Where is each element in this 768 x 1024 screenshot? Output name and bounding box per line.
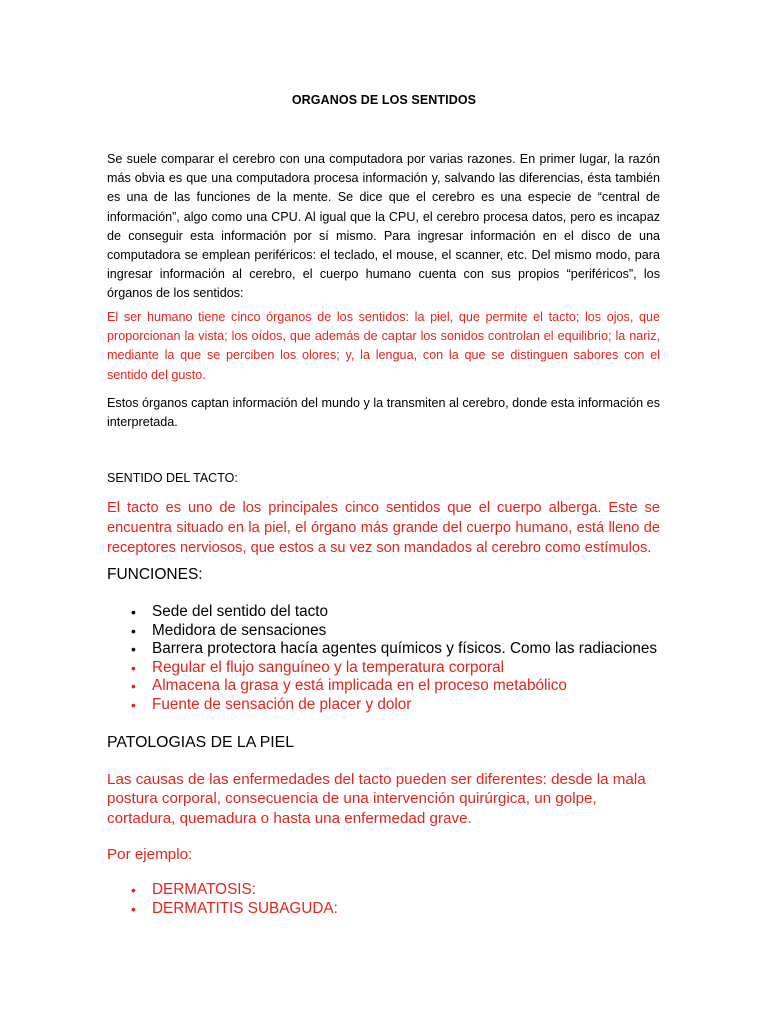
list-item <box>107 881 338 900</box>
document-title: ORGANOS DE LOS SENTIDOS <box>291 93 477 107</box>
senses-paragraph: El ser humano tiene cinco órganos de los sentidos: la piel, que permite el tacto; los ojos, que proporcionan la vista; los oídos, que además de captar los sonidos controlan el equilibrio; la nariz, mediante la que se perciben los olores; y, la lengua, con la que se distinguen sabores con el sentido del gusto. <box>107 310 660 382</box>
list-item <box>107 622 657 641</box>
bullet-dot-icon: • <box>131 604 136 620</box>
bullet-dot-icon: • <box>131 678 136 695</box>
list-item <box>107 677 657 696</box>
list-item <box>107 603 657 622</box>
list-item-text: Regular el flujo sanguíneo y la temperatura corporal <box>152 658 505 676</box>
list-item-text: Almacena la grasa y está implicada en el proceso metabólico <box>152 677 567 695</box>
list-item-text: Sede del sentido del tacto <box>152 603 329 620</box>
touch-paragraph: El tacto es uno de los principales cinco sentidos que el cuerpo alberga. Este se encuentra situado en la piel, el órgano más grande del cuerpo humano, está lleno de receptores nerviosos, que estos a su vez son mandados al cerebro como estímulos. <box>107 500 660 556</box>
bullet-dot-icon: • <box>131 900 136 917</box>
bullet-dot-icon: • <box>131 882 136 898</box>
list-item-text: Fuente de sensación de placer y dolor <box>152 695 412 713</box>
pathologies-heading: PATOLOGIAS DE LA PIEL <box>107 734 295 751</box>
bullet-dot-icon: • <box>131 641 136 658</box>
examples-list <box>107 881 338 918</box>
list-item <box>107 659 657 678</box>
list-item <box>107 900 338 919</box>
list-item-text: DERMATOSIS: <box>152 881 256 898</box>
list-item-text: Barrera protectora hacía agentes químicos y físicos. Como las radiaciones <box>152 640 658 658</box>
functions-heading: FUNCIONES: <box>107 566 203 583</box>
functions-list <box>107 603 657 715</box>
list-item <box>107 696 657 715</box>
bullet-dot-icon: • <box>131 622 136 639</box>
list-item <box>107 640 657 659</box>
bullet-dot-icon: • <box>131 659 136 676</box>
touch-heading: SENTIDO DEL TACTO: <box>107 471 238 485</box>
list-item-text: Medidora de sensaciones <box>152 621 327 639</box>
list-item-text: DERMATITIS SUBAGUDA: <box>152 899 338 917</box>
intro-paragraph: Se suele comparar el cerebro con una computadora por varias razones. En primer lugar, la razón más obvia es que una computadora procesa información y, salvando las diferencias, ésta también es una de las funciones de la mente. Se dice que el cerebro es una especie de “central de información”, algo como una CPU. Al igual que la CPU, el cerebro procesa datos, pero es incapaz de conseguir esta información por sí mismo. Para ingresar información en el disco de una computadora se emplean periféricos: el teclado, el mouse, el scanner, etc. Del mismo modo, para ingresar información al cerebro, el cuerpo humano cuenta con sus propios “periféricos”, los órganos de los sentidos: <box>107 152 660 301</box>
organs-paragraph: Estos órganos captan información del mundo y la transmiten al cerebro, donde esta información es interpretada. <box>107 396 660 430</box>
pathologies-paragraph: Las causas de las enfermedades del tacto pueden ser diferentes: desde la mala postura corporal, consecuencia de una intervención quirúrgica, un golpe, cortadura, quemadura o hasta una enfermedad grave. <box>107 771 646 827</box>
example-label: Por ejemplo: <box>107 846 193 863</box>
bullet-dot-icon: • <box>131 696 136 713</box>
